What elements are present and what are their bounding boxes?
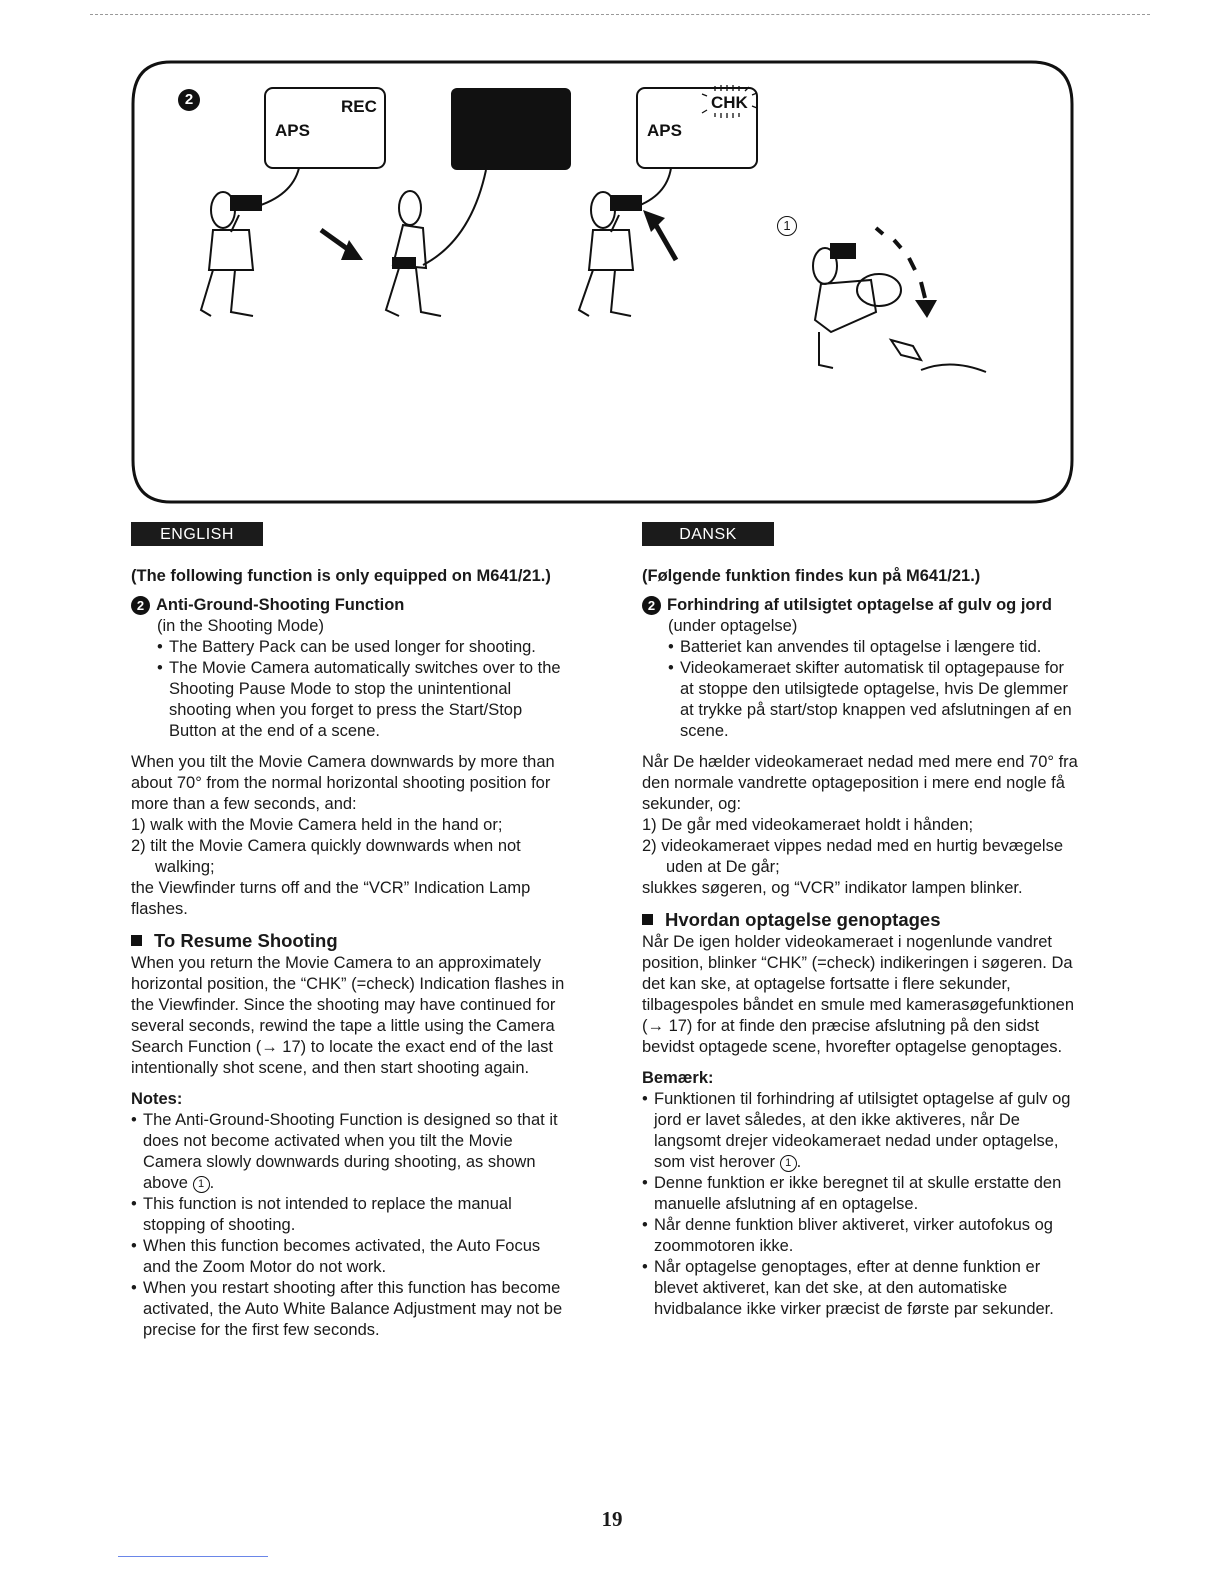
rec-indicator: REC (341, 97, 377, 116)
dansk-tilt-paragraph: Når De hælder videokameraet nedad med mere end 70° fra den normale vandrette optageposition i mere end nogle få sekunder, og: (642, 753, 1078, 813)
dansk-column (642, 522, 1082, 1320)
chk-indicator: CHK (711, 93, 748, 112)
english-condition: 2) tilt the Movie Camera quickly downwards when not walking; (131, 837, 521, 876)
dansk-bullet: • Batteriet kan anvendes til optagelse i længere tid. (642, 637, 1082, 658)
function-title-text: Anti-Ground-Shooting Function (156, 596, 405, 614)
aps-indicator-1: APS (275, 121, 310, 140)
dansk-intro: (Følgende funktion findes kun på M641/21.) (642, 567, 981, 585)
english-note: • When this function becomes activated, the Auto Focus and the Zoom Motor do not work. (131, 1236, 571, 1278)
circled-one-marker: 1 (780, 1155, 797, 1172)
dansk-tab: DANSK (642, 522, 774, 546)
english-tilt-paragraph: When you tilt the Movie Camera downwards by more than about 70° from the normal horizontal shooting position for more than a few seconds, and: (131, 753, 555, 813)
dansk-note: • Funktionen til forhindring af utilsigtet optagelse af gulv og jord er lavet således, at den ikke aktiveres, når De langsomt drejer videokameraet nedad under optagelse, som vist herover 1 . (642, 1089, 1082, 1173)
english-resume-heading (131, 930, 571, 951)
person-tilting (813, 244, 986, 372)
frame-border (133, 62, 1072, 502)
person-walking-1 (201, 192, 261, 316)
page-number: 19 (601, 1507, 623, 1531)
aps-indicator-3: APS (647, 121, 682, 140)
english-column (131, 522, 571, 1341)
function-title-text: Forhindring af utilsigtet optagelse af gulv og jord (667, 596, 1053, 614)
english-notes-heading: Notes: (131, 1090, 183, 1108)
dansk-note: • Når denne funktion bliver aktiveret, virker autofokus og zoommotoren ikke. (642, 1215, 1082, 1257)
square-bullet-icon (642, 914, 653, 925)
illustration-frame (131, 60, 1074, 504)
illustration-drawing (131, 60, 1074, 504)
dansk-note: • Når optagelse genoptages, efter at denne funktion er blevet aktiveret, kan det ske, at den automatiske hvidbalance ikke virker præcist de første par sekunder. (642, 1257, 1082, 1320)
dansk-resume-text: Når De igen holder videokameraet i nogenlunde vandret position, blinker “CHK” (=check) indikeringen i søgeren. Da det kan ske, at optagelse fortsatte i flere sekunder, tilbagespoles båndet en smule med kamerasøgefunktionen (→ 17) for at finde den præcise afslutning på den sidst bevidst optagede scene, hvorefter optagelse genoptages. (642, 933, 1075, 1056)
dansk-function-title (642, 595, 1082, 616)
dansk-note: • Denne funktion er ikke beregnet til at skulle erstatte den manuelle afslutning af en optagelse. (642, 1173, 1082, 1215)
person-walking-3 (579, 192, 641, 316)
scan-artifact-bottom (118, 1556, 268, 1557)
dansk-notes-heading: Bemærk: (642, 1069, 714, 1087)
function-number-badge: 2 (131, 596, 150, 615)
english-bullet: • The Battery Pack can be used longer for shooting. (131, 637, 571, 658)
dansk-bullet: • Videokameraet skifter automatisk til optagepause for at stoppe den utilsigtede optagelse, hvis De glemmer at trykke på start/stop knappen ved afslutningen af en scene. (642, 658, 1082, 742)
dansk-condition: 1) De går med videokameraet holdt i hånden; (642, 816, 974, 834)
english-note: • When you restart shooting after this function has become activated, the Auto White Balance Adjustment may not be precise for the first few seconds. (131, 1278, 571, 1341)
square-bullet-icon (131, 935, 142, 946)
english-mode-note: (in the Shooting Mode) (157, 617, 324, 635)
circled-one-marker: 1 (193, 1176, 210, 1193)
english-result: the Viewfinder turns off and the “VCR” Indication Lamp flashes. (131, 879, 531, 918)
english-note: • This function is not intended to replace the manual stopping of shooting. (131, 1194, 571, 1236)
english-intro: (The following function is only equipped on M641/21.) (131, 567, 551, 585)
english-note: • The Anti-Ground-Shooting Function is designed so that it does not become activated when you tilt the Movie Camera slowly downwards during shooting, as shown above 1 . (131, 1110, 571, 1194)
dansk-result: slukkes søgeren, og “VCR” indikator lampen blinker. (642, 879, 1023, 897)
function-number-badge: 2 (642, 596, 661, 615)
resume-heading-text: Hvordan optagelse genoptages (665, 909, 941, 930)
person-walking-2 (386, 191, 441, 316)
english-function-title (131, 595, 571, 616)
english-resume-text: When you return the Movie Camera to an approximately horizontal position, the “CHK” (=check) Indication flashes in the Viewfinder. Since the shooting may have continued for several seconds, rewind the tape a little using the Camera Search Function (→ 17) to locate the exact end of the last intentionally shot scene, and then start shooting again. (131, 954, 565, 1077)
resume-heading-text: To Resume Shooting (154, 930, 338, 951)
dansk-mode-note: (under optagelse) (668, 617, 798, 635)
english-condition: 1) walk with the Movie Camera held in the hand or; (131, 816, 503, 834)
english-tab: ENGLISH (131, 522, 263, 546)
callout-1-marker: 1 (777, 216, 797, 236)
step-2-badge: 2 (178, 89, 200, 111)
viewfinder-off (451, 88, 571, 170)
dansk-resume-heading (642, 909, 1082, 930)
dansk-condition: 2) videokameraet vippes nedad med en hurtig bevægelse uden at De går; (642, 837, 1064, 876)
english-bullet: • The Movie Camera automatically switches over to the Shooting Pause Mode to stop the unintentional shooting when you forget to press the Start/Stop Button at the end of a scene. (131, 658, 571, 742)
scan-artifact-top (90, 14, 1150, 17)
